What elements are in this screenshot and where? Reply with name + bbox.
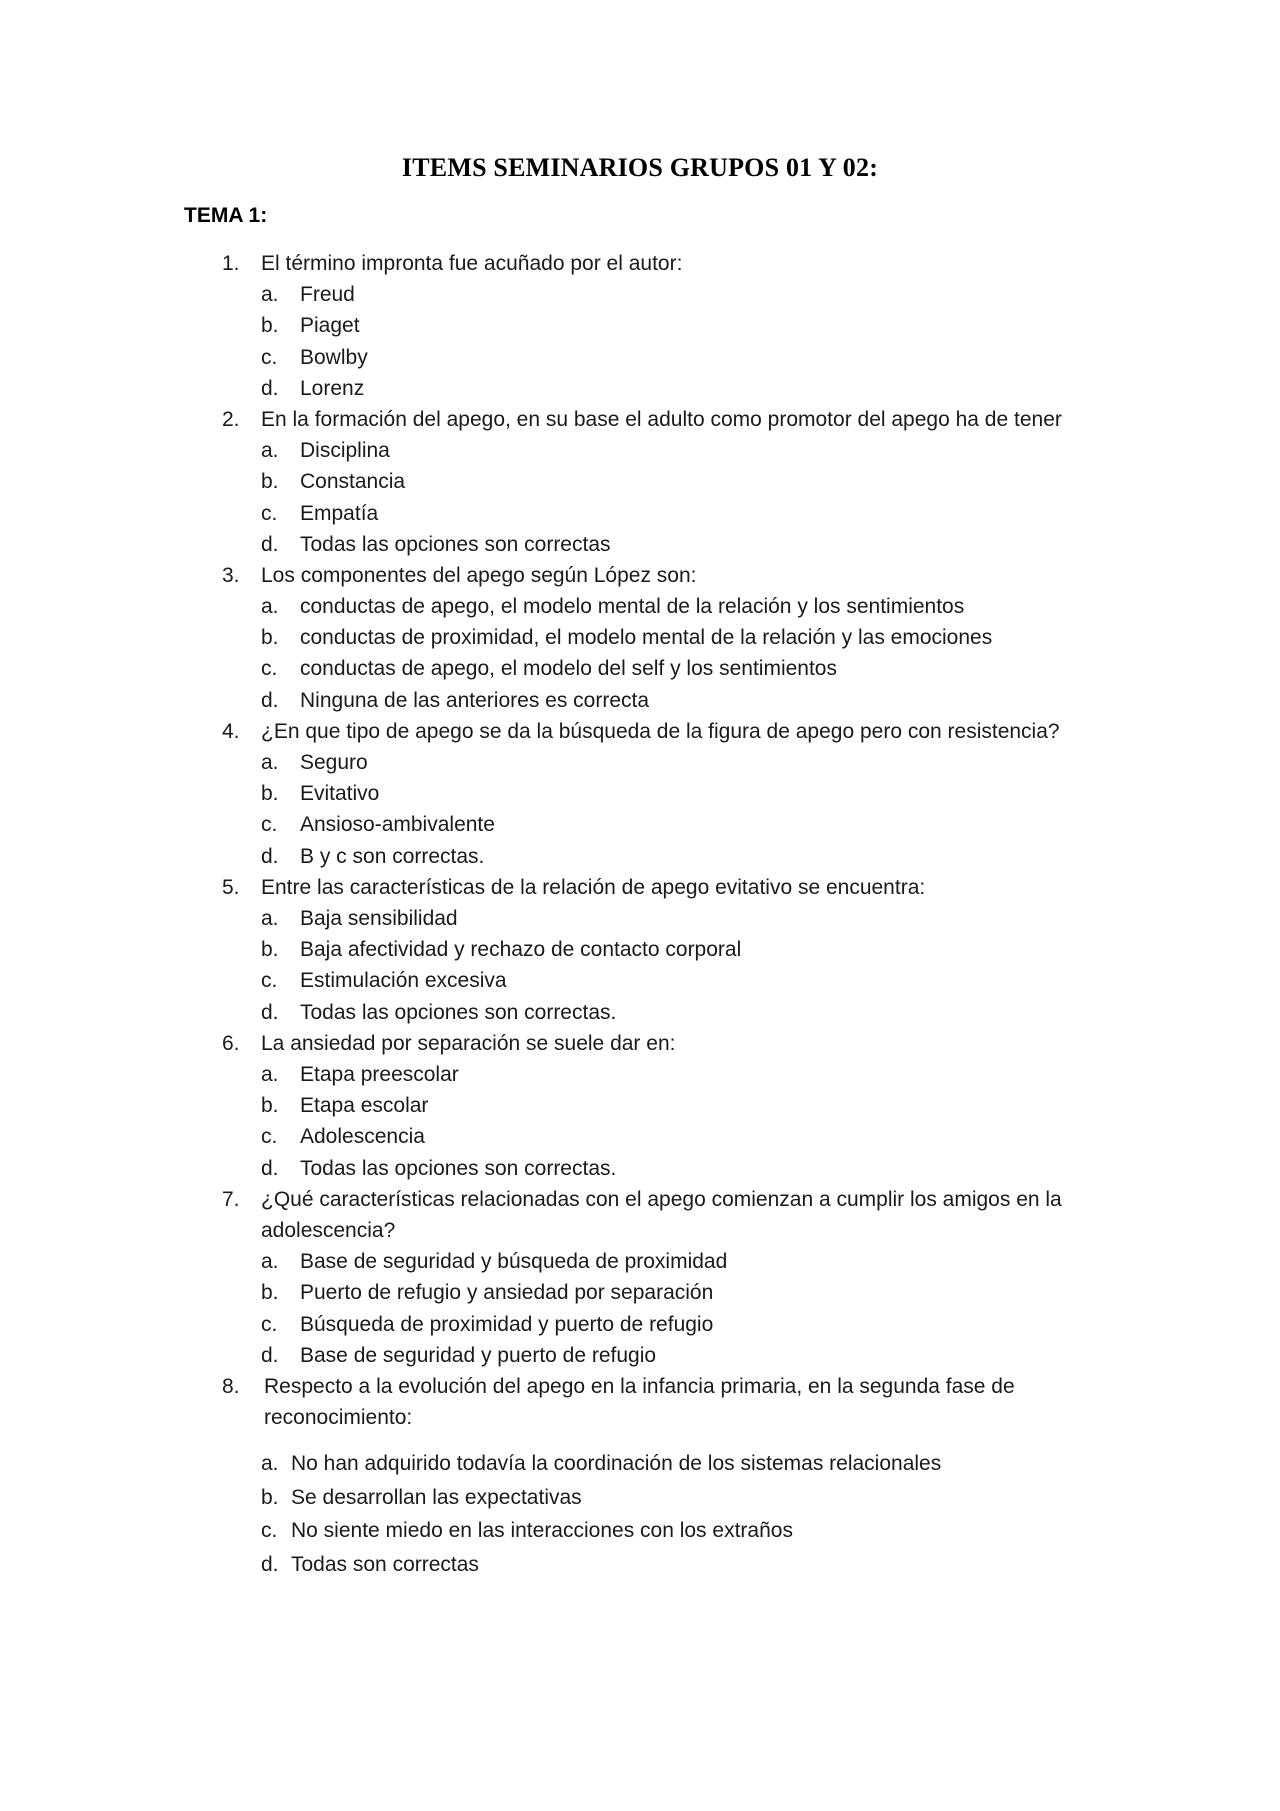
answer-option [0, 529, 1280, 560]
option-letter: b. [261, 1485, 279, 1509]
question-text: La ansiedad por separación se suele dar en: [261, 1031, 676, 1055]
answer-option [0, 1514, 1280, 1548]
question-number: 2. [222, 407, 240, 431]
option-letter: d. [261, 688, 279, 712]
section-heading: TEMA 1: [184, 204, 268, 227]
answer-option [0, 685, 1280, 716]
question-number: 8. [222, 1374, 240, 1398]
answer-option [0, 1447, 1280, 1481]
option-text: Etapa preescolar [300, 1062, 459, 1086]
question-number: 1. [222, 252, 240, 275]
answer-option [0, 373, 1280, 404]
option-text: Bowlby [300, 345, 368, 369]
option-letter: a. [261, 1452, 279, 1476]
answer-option [0, 1059, 1280, 1090]
answer-option [0, 1121, 1280, 1152]
option-text: B y c son correctas. [300, 844, 485, 868]
option-letter: a. [261, 595, 279, 619]
option-text: Búsqueda de proximidad y puerto de refugio [300, 1312, 714, 1336]
option-letter: c. [261, 969, 278, 993]
question-number: 3. [222, 563, 240, 587]
option-letter: d. [261, 1552, 279, 1576]
option-text: Todas son correctas [291, 1552, 479, 1576]
question-1 [0, 248, 1280, 404]
option-text: conductas de apego, el modelo mental de la relación y los sentimientos [300, 595, 965, 619]
option-text: Etapa escolar [300, 1094, 429, 1118]
option-letter: b. [261, 1281, 279, 1305]
option-letter: c. [261, 813, 278, 837]
option-text: Lorenz [300, 376, 365, 400]
option-text: Piaget [300, 314, 360, 338]
answer-option [0, 1548, 1280, 1582]
question-7 [0, 1184, 1280, 1371]
answer-option [0, 591, 1280, 622]
answer-option [0, 1090, 1280, 1121]
question-3 [0, 560, 1280, 716]
option-text: Base de seguridad y búsqueda de proximidad [300, 1250, 728, 1274]
option-text: Todas las opciones son correctas. [300, 1000, 617, 1024]
question-text: ¿Qué características relacionadas con el apego comienzan a cumplir los amigos en la adolescencia? [261, 1187, 1062, 1242]
question-text: En la formación del apego, en su base el adulto como promotor del apego ha de tener [261, 407, 1062, 431]
option-letter: c. [261, 345, 278, 369]
option-text: Ninguna de las anteriores es correcta [300, 688, 650, 712]
question-number: 4. [222, 719, 240, 743]
question-6 [0, 1028, 1280, 1184]
option-text: Todas las opciones son correctas [300, 532, 611, 556]
option-text: Base de seguridad y puerto de refugio [300, 1343, 657, 1367]
option-text: No han adquirido todavía la coordinación de los sistemas relacionales [291, 1452, 942, 1476]
option-letter: d. [261, 844, 279, 868]
option-text: Todas las opciones son correctas. [300, 1156, 617, 1180]
question-text: Respecto a la evolución del apego en la infancia primaria, en la segunda fase de reconocimiento: [264, 1374, 1015, 1430]
option-letter: d. [261, 376, 279, 400]
option-letter: a. [261, 283, 279, 307]
option-letter: d. [261, 532, 279, 556]
option-text: Seguro [300, 751, 368, 775]
option-text: Se desarrollan las expectativas [291, 1485, 582, 1509]
answer-option [0, 809, 1280, 840]
option-text: Empatía [300, 501, 379, 525]
question-text: Los componentes del apego según López son: [261, 563, 697, 587]
answer-option [0, 778, 1280, 809]
option-text: Disciplina [300, 439, 390, 463]
option-letter: c. [261, 1519, 278, 1543]
answer-option [0, 965, 1280, 996]
option-letter: b. [261, 314, 279, 338]
option-text: Baja sensibilidad [300, 907, 458, 931]
option-letter: c. [261, 657, 278, 681]
option-text: Baja afectividad y rechazo de contacto corporal [300, 938, 742, 962]
option-letter: b. [261, 1094, 279, 1118]
answer-option [0, 279, 1280, 310]
question-5 [0, 872, 1280, 1028]
answer-option [0, 435, 1280, 466]
option-letter: a. [261, 907, 279, 931]
option-text: No siente miedo en las interacciones con los extraños [291, 1519, 793, 1543]
question-number: 6. [222, 1031, 240, 1055]
option-letter: d. [261, 1156, 279, 1180]
answer-option [0, 1153, 1280, 1184]
option-letter: a. [261, 1250, 279, 1274]
question-2 [0, 404, 1280, 560]
page-title: ITEMS SEMINARIOS GRUPOS 01 Y 02: [401, 153, 879, 182]
answer-option [0, 997, 1280, 1028]
answer-option [0, 310, 1280, 341]
answer-option [0, 747, 1280, 778]
option-letter: d. [261, 1000, 279, 1024]
question-4 [0, 716, 1280, 872]
answer-option [0, 1277, 1280, 1308]
option-letter: c. [261, 1312, 278, 1336]
answer-option [0, 498, 1280, 529]
option-text: Freud [300, 283, 355, 307]
answer-option [0, 1309, 1280, 1340]
option-letter: c. [261, 501, 278, 525]
answer-option [0, 1481, 1280, 1515]
answer-option [0, 342, 1280, 373]
option-text: Adolescencia [300, 1125, 425, 1149]
option-letter: a. [261, 1062, 279, 1086]
answer-option [0, 1340, 1280, 1371]
question-8 [0, 1371, 1280, 1581]
option-letter: a. [261, 751, 279, 775]
answer-option [0, 1246, 1280, 1277]
option-letter: d. [261, 1343, 279, 1367]
option-text: conductas de apego, el modelo del self y los sentimientos [300, 657, 837, 681]
question-text: ¿En que tipo de apego se da la búsqueda de la figura de apego pero con resistencia? [261, 719, 1060, 743]
option-letter: a. [261, 439, 279, 463]
question-text: Entre las características de la relación de apego evitativo se encuentra: [261, 875, 926, 899]
answer-option [0, 934, 1280, 965]
question-list [0, 248, 1280, 1581]
answer-option [0, 622, 1280, 653]
question-number: 7. [222, 1187, 240, 1211]
answer-option [0, 841, 1280, 872]
answer-option [0, 653, 1280, 684]
question-number: 5. [222, 875, 240, 899]
option-letter: b. [261, 470, 279, 494]
option-letter: b. [261, 626, 279, 650]
option-text: conductas de proximidad, el modelo mental de la relación y las emociones [300, 626, 993, 650]
option-text: Puerto de refugio y ansiedad por separación [300, 1281, 714, 1305]
option-text: Estimulación excesiva [300, 969, 507, 993]
option-letter: b. [261, 938, 279, 962]
question-text: El término impronta fue acuñado por el autor: [261, 252, 683, 275]
option-letter: b. [261, 782, 279, 806]
option-text: Evitativo [300, 782, 380, 806]
answer-option [0, 903, 1280, 934]
option-letter: c. [261, 1125, 278, 1149]
option-text: Constancia [300, 470, 406, 494]
option-text: Ansioso-ambivalente [300, 813, 495, 837]
answer-option [0, 466, 1280, 497]
